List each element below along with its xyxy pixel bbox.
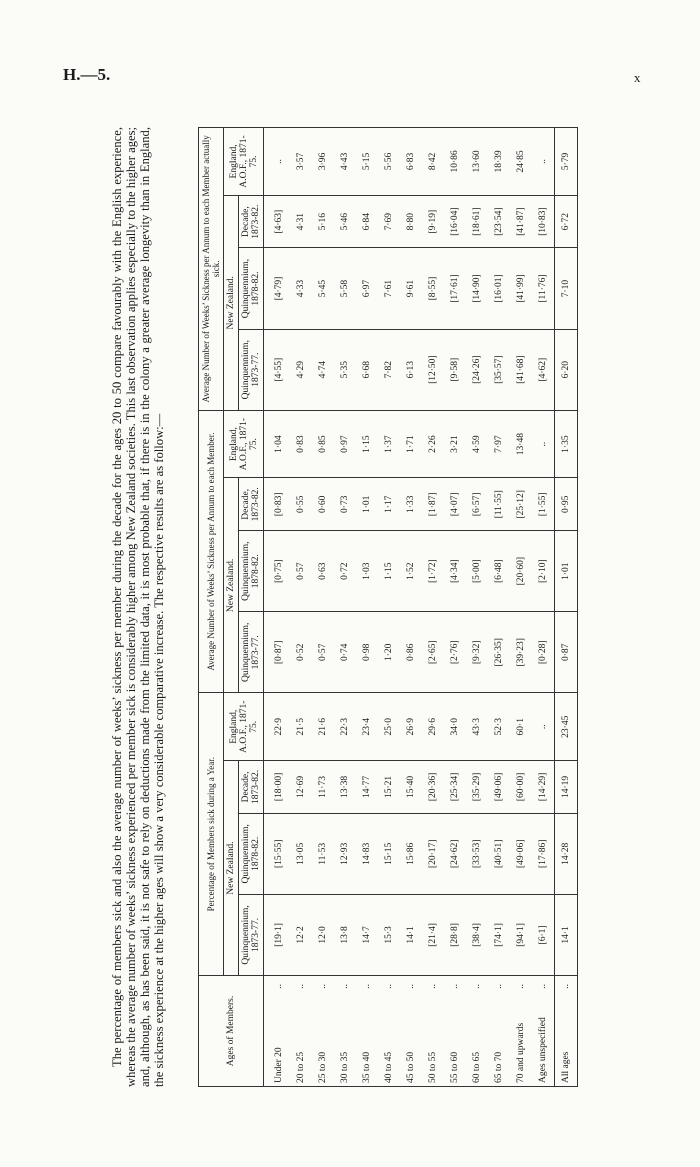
leader-dots: .. — [450, 984, 460, 989]
value-cell: [5·00] — [466, 531, 488, 612]
value-cell: 13·8 — [334, 894, 356, 975]
value-cell: 15·40 — [400, 761, 422, 814]
age-cell — [510, 976, 532, 1087]
sickness-table — [198, 127, 578, 1087]
age-cell — [312, 976, 334, 1087]
intro-paragraph — [110, 127, 166, 1087]
value-cell: 23·4 — [356, 693, 378, 761]
value-cell: [26·35] — [488, 612, 510, 693]
value-cell: [4·62] — [532, 329, 555, 410]
value-cell: [2·76] — [444, 612, 466, 693]
age-label: Ages unspecified — [538, 1017, 548, 1083]
value-cell: 14·1 — [555, 894, 578, 975]
quinquennium-1878-header: Quinquennium, 1878-82. — [239, 531, 264, 612]
value-cell: [21·4] — [422, 894, 444, 975]
value-cell: 0·63 — [312, 531, 334, 612]
value-cell: 3·96 — [312, 128, 334, 196]
leader-dots: .. — [472, 984, 482, 989]
age-cell — [444, 976, 466, 1087]
value-cell: 9·61 — [400, 248, 422, 329]
table-row — [264, 128, 291, 1087]
value-cell: 0·73 — [334, 478, 356, 531]
value-cell: 6·20 — [555, 329, 578, 410]
value-cell: 15·15 — [378, 813, 400, 894]
value-cell: [39·23] — [510, 612, 532, 693]
value-cell: 0·95 — [555, 478, 578, 531]
value-cell: [33·53] — [466, 813, 488, 894]
value-cell: [18·00] — [264, 761, 291, 814]
value-cell: [0·83] — [264, 478, 291, 531]
age-label: 20 to 25 — [296, 1051, 306, 1083]
value-cell: 60·1 — [510, 693, 532, 761]
value-cell: [9·58] — [444, 329, 466, 410]
decade-header: Decade, 1873-82. — [239, 761, 264, 814]
value-cell: 1·15 — [356, 410, 378, 478]
value-cell: [16·04] — [444, 195, 466, 248]
age-label: Under 20 — [274, 1047, 284, 1083]
value-cell: 1·20 — [378, 612, 400, 693]
quinquennium-1878-header: Quinquennium, 1878-82. — [239, 813, 264, 894]
value-cell: 4·43 — [334, 128, 356, 196]
value-cell: 0·57 — [290, 531, 312, 612]
value-cell: 0·98 — [356, 612, 378, 693]
value-cell: 1·01 — [555, 531, 578, 612]
value-cell: 4·29 — [290, 329, 312, 410]
value-cell: 11·53 — [312, 813, 334, 894]
value-cell: [4·07] — [444, 478, 466, 531]
value-cell: 0·86 — [400, 612, 422, 693]
value-cell: 7·10 — [555, 248, 578, 329]
value-cell: [1·72] — [422, 531, 444, 612]
value-cell: [6·57] — [466, 478, 488, 531]
value-cell: 23·45 — [555, 693, 578, 761]
value-cell: [41·87] — [510, 195, 532, 248]
table-row — [488, 128, 510, 1087]
value-cell: [25·34] — [444, 761, 466, 814]
age-cell — [356, 976, 378, 1087]
table-row — [312, 128, 334, 1087]
value-cell: 0·60 — [312, 478, 334, 531]
age-cell — [290, 976, 312, 1087]
value-cell: 34·0 — [444, 693, 466, 761]
value-cell: 18·39 — [488, 128, 510, 196]
nz-header: New Zealand. — [224, 195, 239, 410]
value-cell: [17·61] — [444, 248, 466, 329]
value-cell: 14·77 — [356, 761, 378, 814]
value-cell: 11·73 — [312, 761, 334, 814]
table-row — [510, 128, 532, 1087]
quinquennium-1873-header: Quinquennium, 1873-77. — [239, 329, 264, 410]
value-cell: 0·55 — [290, 478, 312, 531]
value-cell: 4·59 — [466, 410, 488, 478]
value-cell: [35·29] — [466, 761, 488, 814]
value-cell: 1·04 — [264, 410, 291, 478]
value-cell: [2·10] — [532, 531, 555, 612]
value-cell: [1·55] — [532, 478, 555, 531]
value-cell: [0·75] — [264, 531, 291, 612]
value-cell: [94·1] — [510, 894, 532, 975]
age-label: 45 to 50 — [406, 1051, 416, 1083]
value-cell: 5·16 — [312, 195, 334, 248]
value-cell: [9·19] — [422, 195, 444, 248]
quinquennium-1873-header: Quinquennium, 1873-77. — [239, 612, 264, 693]
value-cell: 22·9 — [264, 693, 291, 761]
value-cell: 8·80 — [400, 195, 422, 248]
intro-text: The percentage of members sick and also the average number of weeks’ sickness per member during the decade for the ages 20 to 50 compare favourably with the English experience, whereas the average number of weeks’ sickness experienced per member sick is considerably higher among New Zealand societies. This last observation applies especially to the higher ages; and, although, as has been said, it is not safe to rely on deductions made from the limited data, it is most probable that, if there is in the colony a greater average longevity than in England, the sickness experience at the higher ages will show a very considerable comparative increase. The respective results are as follow:— — [110, 127, 166, 1087]
value-cell: [74·1] — [488, 894, 510, 975]
value-cell: 1·52 — [400, 531, 422, 612]
age-label: 55 to 60 — [450, 1051, 460, 1083]
age-label: All ages — [561, 1051, 571, 1083]
value-cell: [17·86] — [532, 813, 555, 894]
age-label: 60 to 65 — [472, 1051, 482, 1083]
value-cell: 15·86 — [400, 813, 422, 894]
value-cell: [19·1] — [264, 894, 291, 975]
value-cell: 6·83 — [400, 128, 422, 196]
value-cell: 14·19 — [555, 761, 578, 814]
value-cell: [6·48] — [488, 531, 510, 612]
value-cell: .. — [264, 128, 291, 196]
value-cell: .. — [532, 410, 555, 478]
table-row — [334, 128, 356, 1087]
value-cell: [20·36] — [422, 761, 444, 814]
leader-dots: .. — [384, 984, 394, 989]
value-cell: 1·15 — [378, 531, 400, 612]
age-cell — [532, 976, 555, 1087]
decade-header: Decade, 1873-82. — [239, 478, 264, 531]
table-row — [356, 128, 378, 1087]
value-cell: 13·38 — [334, 761, 356, 814]
value-cell: [20·17] — [422, 813, 444, 894]
value-cell: [16·01] — [488, 248, 510, 329]
value-cell: [9·32] — [466, 612, 488, 693]
value-cell: 0·52 — [290, 612, 312, 693]
value-cell: [0·28] — [532, 612, 555, 693]
value-cell: [8·55] — [422, 248, 444, 329]
value-cell: [0·87] — [264, 612, 291, 693]
total-row — [555, 128, 578, 1087]
nz-header: New Zealand. — [224, 761, 239, 976]
value-cell: 14·28 — [555, 813, 578, 894]
value-cell: [41·68] — [510, 329, 532, 410]
value-cell: 5·79 — [555, 128, 578, 196]
leader-dots: .. — [318, 984, 328, 989]
value-cell: 1·71 — [400, 410, 422, 478]
value-cell: 14·7 — [356, 894, 378, 975]
table-row — [422, 128, 444, 1087]
decade-header: Decade, 1873-82. — [239, 195, 264, 248]
value-cell: [14·29] — [532, 761, 555, 814]
table-row — [378, 128, 400, 1087]
value-cell: [11·76] — [532, 248, 555, 329]
value-cell: 12·2 — [290, 894, 312, 975]
group-header-percentage: Percentage of Members sick during a Year. — [199, 693, 224, 976]
value-cell: 3·21 — [444, 410, 466, 478]
value-cell: 24·85 — [510, 128, 532, 196]
value-cell: [41·99] — [510, 248, 532, 329]
value-cell: [4·34] — [444, 531, 466, 612]
value-cell: 14·83 — [356, 813, 378, 894]
ages-header: Ages of Members. — [199, 976, 264, 1087]
value-cell: 1·35 — [555, 410, 578, 478]
value-cell: [12·50] — [422, 329, 444, 410]
age-cell — [264, 976, 291, 1087]
value-cell: [4·79] — [264, 248, 291, 329]
value-cell: 5·35 — [334, 329, 356, 410]
value-cell: [49·06] — [510, 813, 532, 894]
england-header: England, A.O.F., 1871-75. — [224, 128, 264, 196]
rotated-content — [110, 127, 580, 1087]
leader-dots: .. — [428, 984, 438, 989]
leader-dots: .. — [340, 984, 350, 989]
england-header: England, A.O.F., 1871-75. — [224, 410, 264, 478]
table-body — [264, 128, 578, 1087]
leader-dots: .. — [274, 984, 284, 989]
value-cell: 1·17 — [378, 478, 400, 531]
value-cell: 0·72 — [334, 531, 356, 612]
age-label: 70 and upwards — [516, 1022, 526, 1083]
page-number: x — [634, 70, 641, 85]
leader-dots: .. — [538, 984, 548, 989]
value-cell: 29·6 — [422, 693, 444, 761]
value-cell: 12·69 — [290, 761, 312, 814]
page-reference: H.—5. — [63, 65, 111, 84]
value-cell: 25·0 — [378, 693, 400, 761]
value-cell: 15·21 — [378, 761, 400, 814]
leader-dots: .. — [296, 984, 306, 989]
value-cell: 5·56 — [378, 128, 400, 196]
value-cell: 6·84 — [356, 195, 378, 248]
age-cell — [400, 976, 422, 1087]
leader-dots: .. — [362, 984, 372, 989]
value-cell: 22·3 — [334, 693, 356, 761]
value-cell: [35·57] — [488, 329, 510, 410]
value-cell: 1·01 — [356, 478, 378, 531]
value-cell: [24·62] — [444, 813, 466, 894]
value-cell: 52·3 — [488, 693, 510, 761]
value-cell: 5·45 — [312, 248, 334, 329]
value-cell: 14·1 — [400, 894, 422, 975]
value-cell: 5·46 — [334, 195, 356, 248]
age-label: 65 to 70 — [494, 1051, 504, 1083]
age-cell — [466, 976, 488, 1087]
age-cell — [488, 976, 510, 1087]
value-cell: 12·0 — [312, 894, 334, 975]
value-cell: .. — [532, 693, 555, 761]
value-cell: 4·31 — [290, 195, 312, 248]
value-cell: 10·86 — [444, 128, 466, 196]
value-cell: 6·68 — [356, 329, 378, 410]
value-cell: 7·61 — [378, 248, 400, 329]
value-cell: [24·26] — [466, 329, 488, 410]
value-cell: 13·60 — [466, 128, 488, 196]
value-cell: [25·12] — [510, 478, 532, 531]
value-cell: 1·33 — [400, 478, 422, 531]
value-cell: 4·74 — [312, 329, 334, 410]
value-cell: 7·82 — [378, 329, 400, 410]
value-cell: [23·54] — [488, 195, 510, 248]
value-cell: [6·1] — [532, 894, 555, 975]
value-cell: [14·90] — [466, 248, 488, 329]
value-cell: [15·55] — [264, 813, 291, 894]
quinquennium-1878-header: Quinquennium, 1878-82. — [239, 248, 264, 329]
value-cell: 26·9 — [400, 693, 422, 761]
value-cell: 6·97 — [356, 248, 378, 329]
age-label: 35 to 40 — [362, 1051, 372, 1083]
value-cell: 5·58 — [334, 248, 356, 329]
quinquennium-1873-header: Quinquennium, 1873-77. — [239, 894, 264, 975]
value-cell: 5·15 — [356, 128, 378, 196]
value-cell: 0·87 — [555, 612, 578, 693]
value-cell: 0·85 — [312, 410, 334, 478]
value-cell: 1·37 — [378, 410, 400, 478]
value-cell: 1·03 — [356, 531, 378, 612]
age-label: 25 to 30 — [318, 1051, 328, 1083]
value-cell: 0·97 — [334, 410, 356, 478]
value-cell: [10·83] — [532, 195, 555, 248]
table-row — [532, 128, 555, 1087]
value-cell: [11·55] — [488, 478, 510, 531]
value-cell: 6·72 — [555, 195, 578, 248]
value-cell: 7·69 — [378, 195, 400, 248]
value-cell: [28·8] — [444, 894, 466, 975]
table-row — [400, 128, 422, 1087]
value-cell: 15·3 — [378, 894, 400, 975]
value-cell: 7·97 — [488, 410, 510, 478]
value-cell: 0·57 — [312, 612, 334, 693]
value-cell: 12·93 — [334, 813, 356, 894]
value-cell: [18·61] — [466, 195, 488, 248]
value-cell: 13·48 — [510, 410, 532, 478]
value-cell: [40·51] — [488, 813, 510, 894]
age-label: 40 to 45 — [384, 1051, 394, 1083]
value-cell: 0·83 — [290, 410, 312, 478]
value-cell: 8·42 — [422, 128, 444, 196]
value-cell: [38·4] — [466, 894, 488, 975]
age-cell — [378, 976, 400, 1087]
nz-header: New Zealand. — [224, 478, 239, 693]
age-cell — [334, 976, 356, 1087]
england-header: England, A.O.F., 1871-75. — [224, 693, 264, 761]
age-label: 30 to 35 — [340, 1051, 350, 1083]
value-cell: 6·13 — [400, 329, 422, 410]
value-cell: 4·33 — [290, 248, 312, 329]
table-row — [444, 128, 466, 1087]
value-cell: 0·74 — [334, 612, 356, 693]
leader-dots: .. — [561, 984, 571, 989]
age-cell — [555, 976, 578, 1087]
value-cell: .. — [532, 128, 555, 196]
value-cell: 21·6 — [312, 693, 334, 761]
value-cell: 3·57 — [290, 128, 312, 196]
value-cell: 13·05 — [290, 813, 312, 894]
value-cell: [4·63] — [264, 195, 291, 248]
group-header-weeks-per-member: Average Number of Weeks’ Sickness per Annum to each Member. — [199, 410, 224, 693]
value-cell: [49·06] — [488, 761, 510, 814]
table-row — [466, 128, 488, 1087]
value-cell: 21·5 — [290, 693, 312, 761]
leader-dots: .. — [406, 984, 416, 989]
value-cell: [2·65] — [422, 612, 444, 693]
age-label: 50 to 55 — [428, 1051, 438, 1083]
value-cell: 2·26 — [422, 410, 444, 478]
leader-dots: .. — [516, 984, 526, 989]
table-row — [290, 128, 312, 1087]
leader-dots: .. — [494, 984, 504, 989]
value-cell: 43·3 — [466, 693, 488, 761]
value-cell: [60·00] — [510, 761, 532, 814]
value-cell: [4·55] — [264, 329, 291, 410]
group-header-weeks-per-sick: Average Number of Weeks’ Sickness per Annum to each Member actually sick. — [199, 128, 224, 411]
value-cell: [20·60] — [510, 531, 532, 612]
age-cell — [422, 976, 444, 1087]
value-cell: [1·87] — [422, 478, 444, 531]
